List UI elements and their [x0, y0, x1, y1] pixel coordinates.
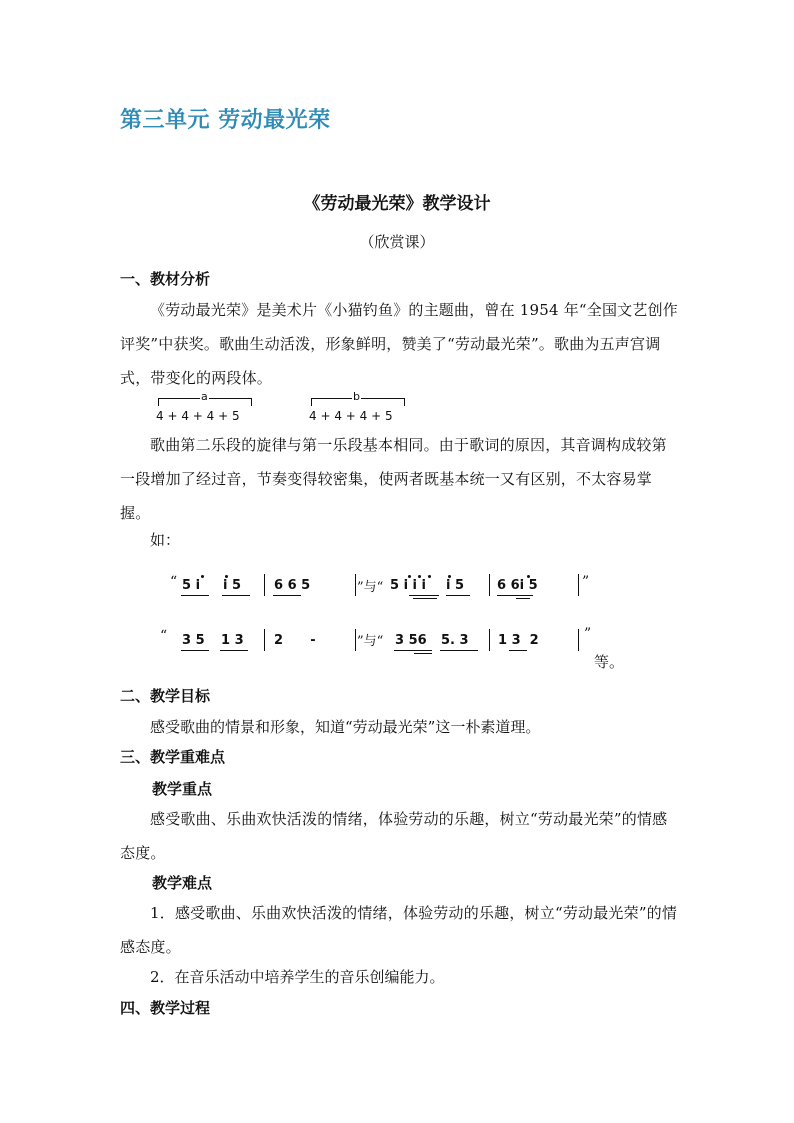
section-heading-objectives: 二、教学目标: [120, 687, 211, 705]
notation-measure: 5. 3: [441, 633, 469, 648]
notation-measure: 6 6 5: [274, 578, 311, 593]
document-title: 《劳动最光荣》教学设计: [303, 194, 491, 214]
bar-line: [355, 574, 356, 596]
etc-text: 等。: [594, 653, 625, 671]
section-heading-process: 四、教学过程: [120, 999, 211, 1017]
bar-line: [264, 574, 265, 596]
bar-line: [264, 629, 265, 651]
objectives-paragraph: 感受歌曲的情景和形象，知道“劳动最光荣”这一朴素道理。: [150, 718, 541, 736]
analysis-paragraph-1: 《劳动最光荣》是美术片《小猫钓鱼》的主题曲，曾在 1954 年“全国文艺创作评奖”中获奖。歌曲生动活泼，形象鲜明，赞美了“劳动最光荣”。歌曲为五声宫调式，带变化的两段体。: [120, 301, 678, 387]
notation-measure: i 5: [446, 578, 465, 593]
section-heading-key-difficult: 三、教学重难点: [120, 748, 226, 766]
section-b-label: b: [353, 390, 360, 403]
double-underline: [516, 598, 530, 599]
high-dot: [527, 575, 530, 578]
underline: [394, 650, 432, 651]
double-underline: [413, 598, 437, 599]
underline: [446, 595, 470, 596]
section-heading-analysis: 一、教材分析: [120, 270, 211, 288]
bar-line: [578, 629, 579, 651]
unit-title: 第三单元 劳动最光荣: [120, 108, 331, 133]
underline: [273, 595, 301, 596]
notation-measure: 5 i: [182, 578, 201, 593]
document-subtitle: （欣赏课）: [359, 233, 435, 251]
underline: [181, 595, 209, 596]
subheading-key-points: 教学重点: [152, 780, 213, 798]
bar-line: [355, 629, 356, 651]
key-points-paragraph: 感受歌曲、乐曲欢快活泼的情绪，体验劳动的乐趣，树立“劳动最光荣”的情感态度。: [120, 810, 668, 862]
section-b-bars: 4 + 4 + 4 + 5: [309, 409, 393, 423]
section-a-bars: 4 + 4 + 4 + 5: [156, 409, 240, 423]
high-dot: [225, 575, 228, 578]
high-dot: [201, 575, 204, 578]
underline: [222, 595, 250, 596]
notation-measure: i 5: [223, 578, 242, 593]
open-quote: “: [170, 574, 178, 590]
notation-measure: 1 3: [221, 633, 244, 648]
open-quote: “: [160, 628, 168, 644]
analysis-paragraph-2: 歌曲第二乐段的旋律与第一乐段基本相同。由于歌词的原因，其音调构成较第一段增加了经过音，节奏变得较密集，使两者既基本统一又有区别，不太容易掌握。: [120, 436, 667, 522]
bar-line: [489, 629, 490, 651]
high-dot: [428, 575, 431, 578]
notation-measure: 2 -: [274, 633, 316, 648]
notation-measure: 5 i i i: [390, 578, 426, 593]
high-dot: [408, 575, 411, 578]
double-underline: [414, 653, 432, 654]
close-quote: ”: [582, 574, 590, 590]
joiner-text: ”与“: [357, 580, 384, 595]
section-a-label: a: [201, 390, 208, 403]
underline: [181, 650, 209, 651]
difficult-point-2: 2．在音乐活动中培养学生的音乐创编能力。: [150, 968, 445, 986]
high-dot: [448, 575, 451, 578]
notation-measure: 3 56: [395, 633, 427, 648]
bar-line: [489, 574, 490, 596]
difficult-point-1: 1．感受歌曲、乐曲欢快活泼的情绪，体验劳动的乐趣，树立“劳动最光荣”的情感态度。: [120, 904, 678, 956]
underline: [497, 595, 533, 596]
high-dot: [418, 575, 421, 578]
notation-measure: 6 6i 5: [497, 578, 538, 593]
close-quote: ”: [584, 626, 592, 642]
underline: [440, 650, 478, 651]
underline: [409, 595, 439, 596]
notation-measure: 3 5: [182, 633, 205, 648]
notation-measure: 1 3 2: [498, 633, 539, 648]
underline: [509, 650, 527, 651]
bar-line: [578, 574, 579, 596]
subheading-difficult-points: 教学难点: [152, 874, 213, 892]
example-intro: 如：: [150, 531, 181, 549]
underline: [220, 650, 248, 651]
joiner-text: ”与“: [357, 634, 384, 649]
